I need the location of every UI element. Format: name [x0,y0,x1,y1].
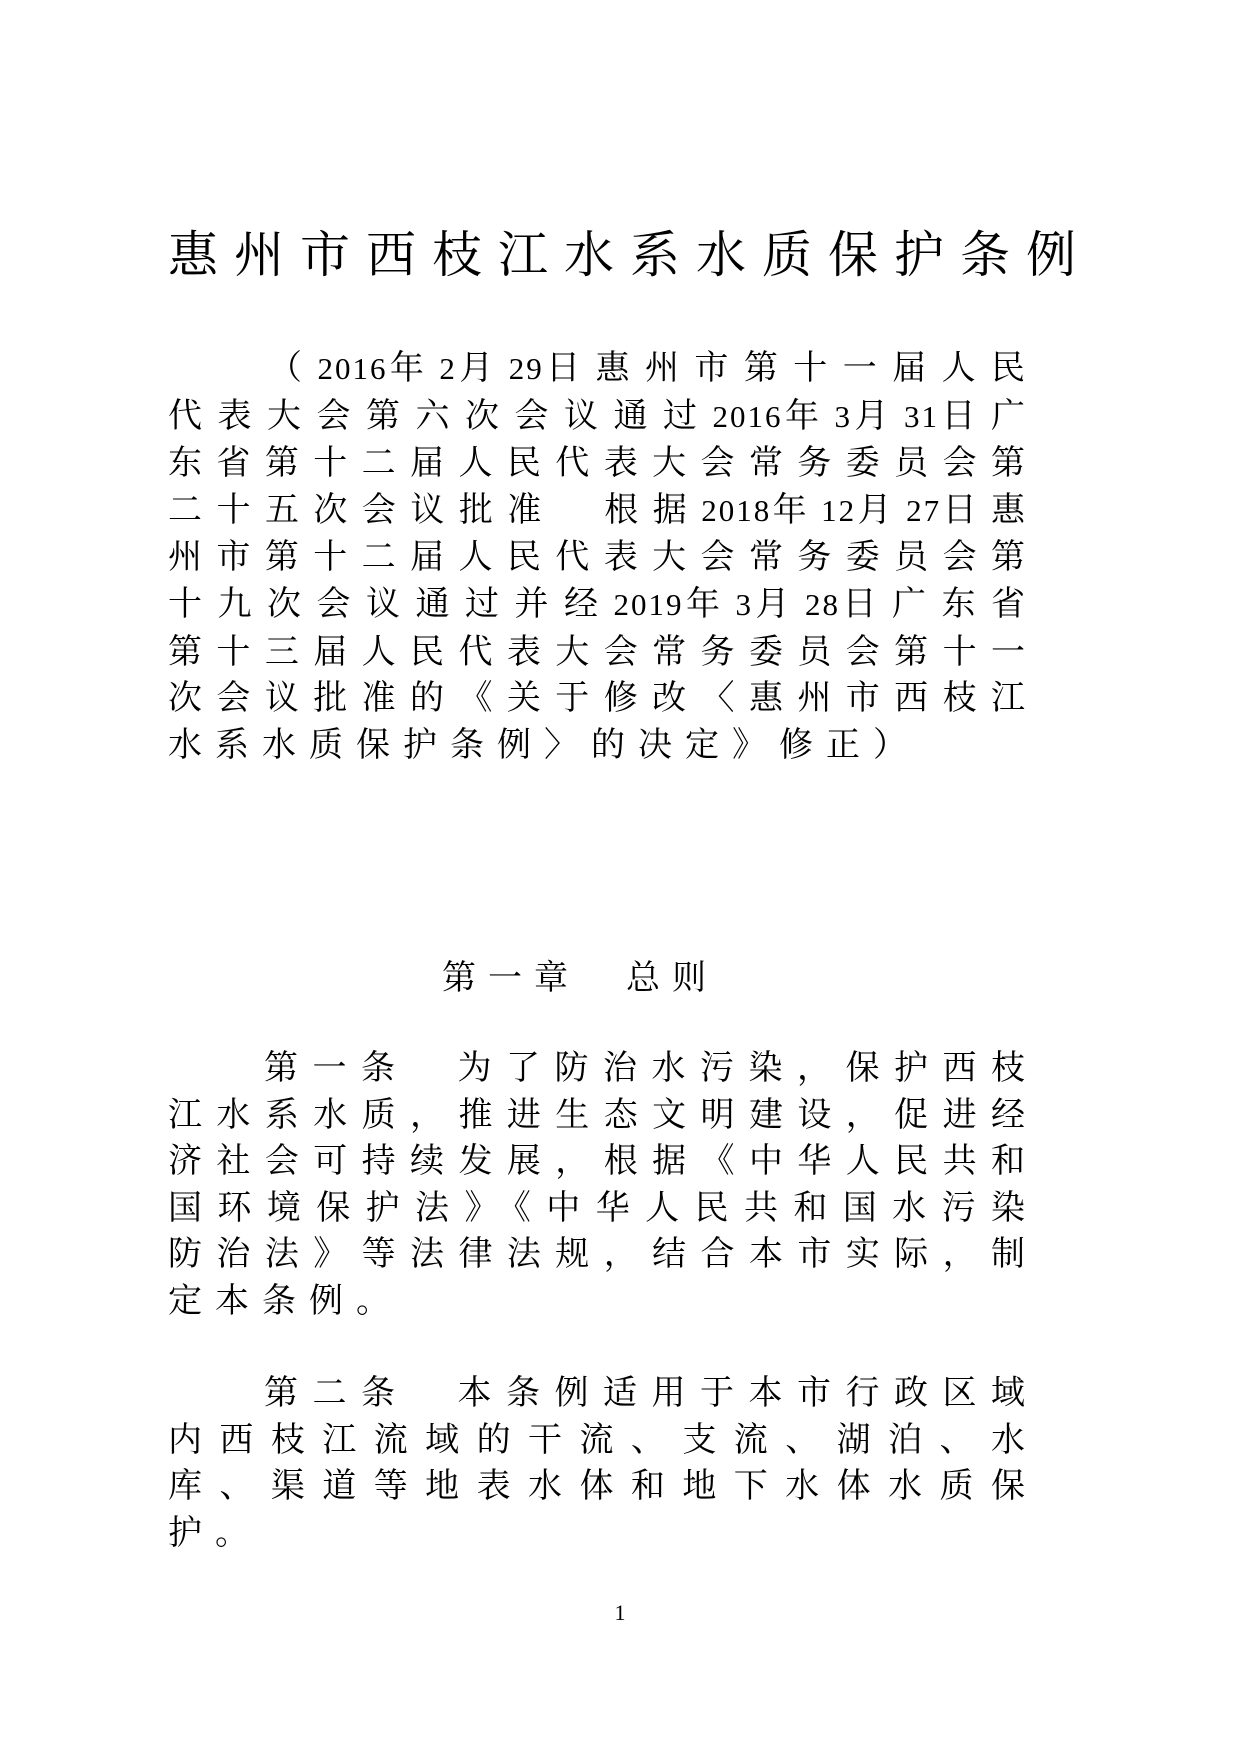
page-number: 1 [614,1600,626,1625]
note-month: 3 [834,398,852,434]
article-heading: 第一条 [264,1048,410,1088]
chapter-heading: 第一章 总则 [442,958,718,998]
note-text: 日广东省第十三届人民代表大会常务委员会第十一次会议批准的《关于修改〈惠州市西枝江水系水质保护条例〉的决定》修正） [168,583,1038,765]
note-year: 2019 [613,586,684,622]
note-day: 28 [805,586,840,622]
article-text: 本条例适用于本市行政区域内西枝江流域的干流、支流、湖泊、水库、渠道等地表水体和地下水体水质保护。 [168,1373,1038,1553]
note-year: 2016 [317,351,388,386]
note-text: （ [268,348,318,388]
article-2 [168,1370,1038,1556]
note-text: 月 [456,348,509,388]
note-text: 年 [683,583,736,624]
note-text: 月 [753,583,805,624]
amendment-note [168,345,1038,768]
note-day: 27 [906,492,942,528]
article-1 [168,1045,1038,1325]
note-year: 2018 [701,492,772,528]
note-month: 2 [439,351,457,386]
note-day: 31 [904,398,939,434]
note-text: 年 [782,395,835,436]
note-day: 29 [508,351,544,386]
note-text: 日惠州市第十一届人民代表大会第六次会议通过 [168,348,1039,436]
note-text: 日惠州市第十二届人民代表大会常务委员会第十九次会议通过并经 [168,489,1039,624]
note-text: 日广东省第十二届人民代表大会常务委员会第二十五次会议批准 根据 [168,395,1038,530]
note-month: 3 [735,586,753,622]
note-text: 月 [856,489,907,530]
note-month: 12 [821,492,857,528]
article-text: 为了防治水污染，保护西枝江水系水质，推进生态文明建设，促进经济社会可持续发展，根据《中华人民共和国环境保护法》《中华人民共和国水污染防治法》等法律法规，结合本市实际，制定本条例。 [168,1048,1038,1321]
article-heading: 第二条 [264,1373,410,1413]
note-text: 年 [771,489,822,530]
note-year: 2016 [712,398,783,434]
document-title: 惠州市西枝江水系水质保护条例 [168,226,1092,284]
note-text: 年 [387,348,440,388]
note-text: 月 [852,395,904,436]
